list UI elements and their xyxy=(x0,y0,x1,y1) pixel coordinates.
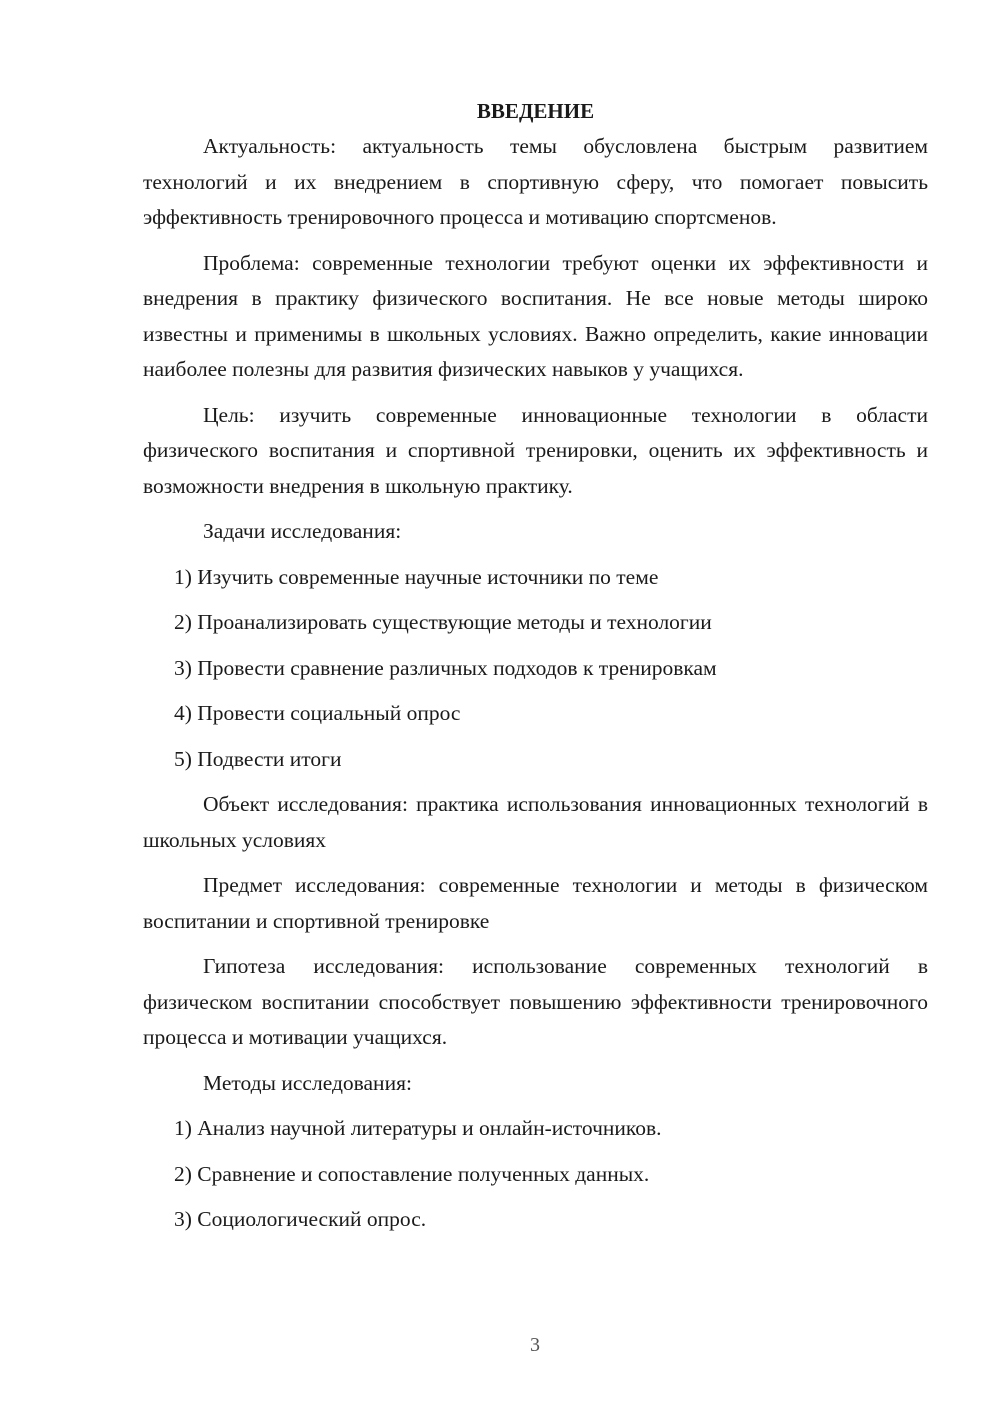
page-number: 3 xyxy=(530,1334,540,1356)
methods-label: Методы исследования: xyxy=(203,1070,412,1095)
task-item: 2) Проанализировать существующие методы и технологии xyxy=(174,610,712,634)
tasks-list xyxy=(143,560,928,778)
section-heading: ВВЕДЕНИЕ xyxy=(476,99,595,123)
hypothesis-paragraph: Гипотеза исследования: использование современных технологий в физическом воспитании способствует повышению эффективности тренировочного процесса и мотивации учащихся. xyxy=(143,954,928,1049)
relevance-paragraph: Актуальность: актуальность темы обусловлена быстрым развитием технологий и их внедрением в спортивную сферу, что помогает повысить эффективность тренировочного процесса и мотивацию спортсменов. xyxy=(143,134,928,229)
methods-list xyxy=(143,1111,928,1238)
task-item: 3) Провести сравнение различных подходов к тренировкам xyxy=(174,655,717,680)
task-item: 5) Подвести итоги xyxy=(174,746,342,771)
page-content xyxy=(143,95,928,1248)
object-paragraph: Объект исследования: практика использования инновационных технологий в школьных условиях xyxy=(143,792,928,852)
tasks-label: Задачи исследования: xyxy=(203,519,402,543)
task-item: 4) Провести социальный опрос xyxy=(174,701,461,725)
subject-paragraph: Предмет исследования: современные технологии и методы в физическом воспитании и спортивной тренировке xyxy=(143,873,928,933)
problem-paragraph: Проблема: современные технологии требуют оценки их эффективности и внедрения в практику физического воспитания. Не все новые методы широко известны и применимы в школьных условиях. Важно определить, какие инновации наиболее полезны для развития физических навыков у учащихся. xyxy=(143,250,928,381)
method-item: 1) Анализ научной литературы и онлайн-источников. xyxy=(174,1116,662,1140)
goal-paragraph: Цель: изучить современные инновационные технологии в области физического воспитания и спортивной тренировки, оценить их эффективность и возможности внедрения в школьную практику. xyxy=(143,402,928,498)
method-item: 3) Социологический опрос. xyxy=(174,1207,427,1231)
task-item: 1) Изучить современные научные источники по теме xyxy=(174,564,659,589)
method-item: 2) Сравнение и сопоставление полученных данных. xyxy=(174,1161,650,1186)
